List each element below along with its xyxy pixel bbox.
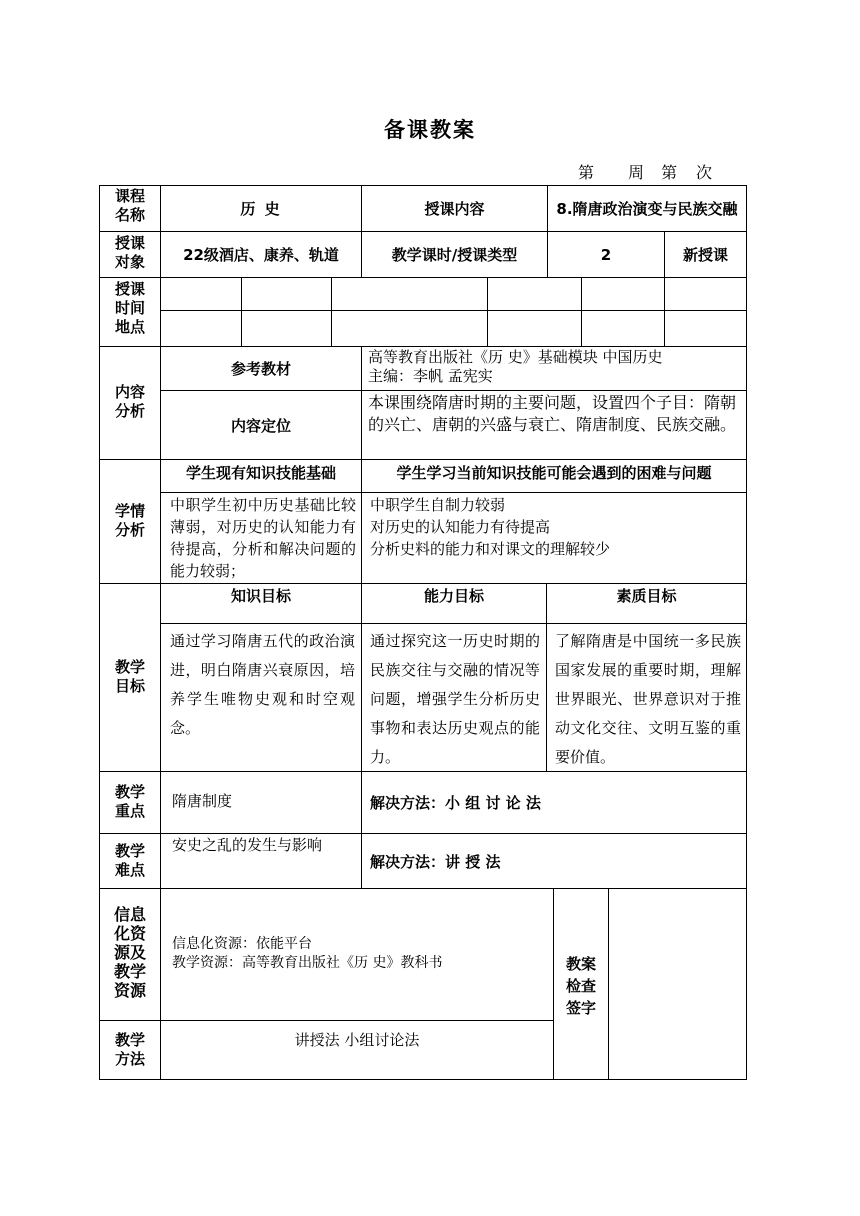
quality-header: 素质目标	[616, 586, 677, 605]
learning-analysis-label: 学情分析	[115, 502, 146, 539]
quality-text: 了解隋唐是中国统一多民族国家发展的重要时期，理解世界眼光、世界意识对于推动文化交往、文明互鉴的重要价值。	[555, 632, 741, 766]
course-name-value: 历 史	[240, 200, 282, 218]
methods-text: 讲授法 小组讨论法	[294, 1030, 420, 1049]
hours-type-label: 教学课时/授课类型	[391, 246, 518, 264]
week-zhou-di: 周 第	[628, 163, 679, 182]
key-points-label: 教学重点	[115, 783, 146, 820]
difficulty-header: 学生学习当前知识技能可能会遇到的困难与问题	[396, 463, 712, 482]
difficulties-text: 安史之乱的发生与影响	[172, 836, 323, 854]
content-position-label: 内容定位	[230, 416, 291, 435]
reference-material-label: 参考教材	[230, 360, 291, 378]
signature-field[interactable]	[609, 889, 746, 1079]
week-di: 第	[578, 163, 596, 182]
time-place-label: 授课时间地点	[115, 280, 146, 336]
page-title: 备课教案	[384, 118, 476, 142]
objectives-label: 教学目标	[115, 658, 146, 695]
difficulty-text: 中职学生自制力较弱 对历史的认知能力有待提高 分析史料的能力和对课文的理解较少	[370, 496, 611, 558]
lesson-content-value: 8.隋唐政治演变与民族交融	[556, 199, 738, 218]
course-name-label: 课程名称	[115, 187, 146, 224]
plan-check-signature-label: 教案检查签字	[566, 955, 597, 1017]
ability-header: 能力目标	[423, 586, 484, 605]
key-points-text: 隋唐制度	[172, 792, 233, 810]
difficulties-method: 解决方法：讲 授 法	[370, 853, 501, 871]
week-ci: 次	[696, 163, 714, 182]
reference-material-value: 高等教育出版社《历 史》基础模块 中国历史 主编：李帆 孟宪实	[368, 348, 663, 385]
resources-label: 信息化资源及教学资源	[114, 905, 147, 1000]
ability-text: 通过探究这一历史时期的民族交往与交融的情况等问题，增强学生分析历史事物和表达历史观点的能力。	[370, 632, 540, 766]
lesson-content-label: 授课内容	[424, 200, 485, 218]
basis-header: 学生现有知识技能基础	[185, 463, 336, 482]
target-value: 22级酒店、康养、轨道	[183, 246, 339, 264]
basis-text: 中职学生初中历史基础比较薄弱，对历史的认知能力有待提高，分析和解决问题的能力较弱；	[170, 496, 356, 580]
resources-text: 信息化资源：依能平台 教学资源：高等教育出版社《历 史》教科书	[172, 936, 443, 971]
knowledge-text: 通过学习隋唐五代的政治演进，明白隋唐兴衰原因，培养学生唯物史观和时空观念。	[170, 632, 355, 737]
target-label: 授课对象	[115, 234, 146, 271]
hours-value: 2	[600, 245, 612, 264]
knowledge-header: 知识目标	[230, 586, 291, 605]
difficulties-label: 教学难点	[115, 842, 146, 879]
methods-label: 教学方法	[115, 1031, 146, 1068]
key-points-method: 解决方法：小 组 讨 论 法	[370, 794, 541, 812]
content-analysis-label: 内容分析	[115, 383, 146, 420]
type-value: 新授课	[682, 246, 728, 264]
content-position-value: 本课围绕隋唐时期的主要问题，设置四个子目：隋朝的兴亡、唐朝的兴盛与衰亡、隋唐制度、民族交融。	[368, 393, 737, 434]
